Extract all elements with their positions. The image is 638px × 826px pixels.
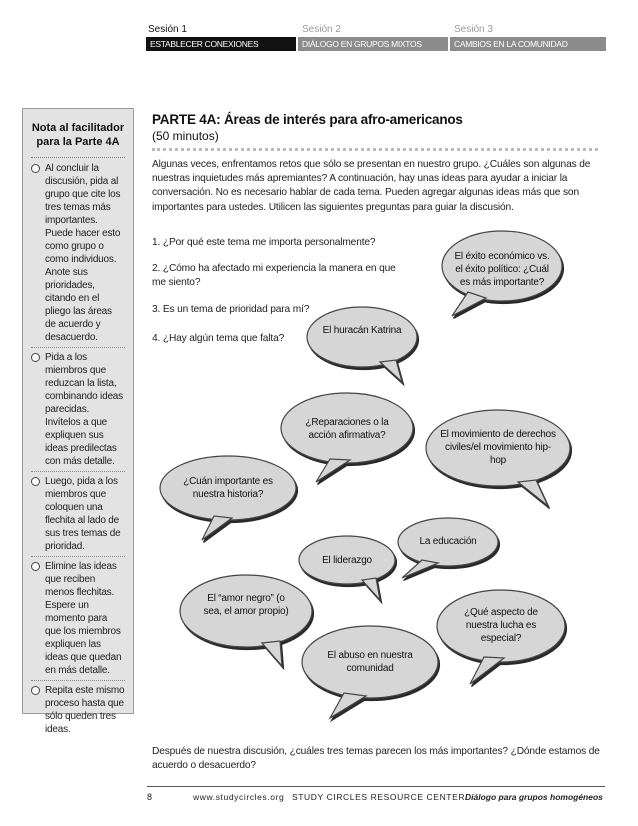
sidebar-title: Nota al facilitador para la Parte 4A	[31, 122, 125, 148]
bubble-text: El movimiento de derechos civiles/el movimiento hip-hop	[440, 429, 556, 466]
bubble-text: El éxito económico vs. el éxito político: ¿Cuál es más importante?	[454, 251, 550, 288]
session-2-bar: DIÁLOGO EN GRUPOS MIXTOS	[298, 37, 448, 51]
note-item: Al concluir la discusión, pida al grupo que cite los tres temas más importantes. Puede hacer esto como grupo o como individuos. Anote sus prioridades, citando en el pliego las áreas de acuerdo y desacuerdo.	[31, 162, 125, 344]
bubble-liderazgo	[299, 536, 395, 600]
session-1-bar: ESTABLECER CONEXIONES	[146, 37, 296, 51]
question-4: 4. ¿Hay algún tema que falta?	[152, 333, 285, 344]
note-item: Pida a los miembros que reduzcan la lista, combinando ideas parecidas. Invítelos a que expliquen sus ideas predilectas con más detalle.	[31, 351, 125, 468]
bubble-text: ¿Cuán importante es nuestra historia?	[183, 476, 273, 500]
bubble-amor-negro	[180, 575, 312, 666]
page-number: 8	[147, 792, 153, 802]
session-1-label: Sesión 1	[148, 24, 187, 35]
bubble-katrina	[307, 307, 417, 382]
footer-rule	[147, 786, 605, 787]
question-1: 1. ¿Por qué este tema me importa personalmente?	[152, 237, 376, 248]
footer-center-name: STUDY CIRCLES RESOURCE CENTER	[292, 792, 466, 802]
footer-guide-title: Diálogo para grupos homogéneos	[465, 792, 603, 802]
bubble-text: El abuso en nuestra comunidad	[327, 650, 413, 674]
bubble-text: La educación	[419, 536, 477, 547]
question-3: 3. Es un tema de prioridad para mí?	[152, 304, 310, 315]
bubble-text: El “amor negro” (o sea, el amor propio)	[203, 593, 289, 617]
part-title: PARTE 4A: Áreas de interés para afro-americanos	[152, 112, 463, 127]
note-item: Elimine las ideas que reciben menos flechitas. Espere un momento para que los miembros expliquen las ideas que quedan en más detalle.	[31, 560, 125, 677]
bubble-text: ¿Reparaciones o la acción afirmativa?	[305, 417, 389, 441]
bubble-text: El liderazgo	[322, 555, 372, 566]
footer-website: www.studycircles.org	[193, 792, 285, 802]
bubble-text: El huracán Katrina	[322, 325, 402, 336]
intro-paragraph: Algunas veces, enfrentamos retos que sólo se presentan en nuestro grupo. ¿Cuáles son algunas de nuestras inquietudes más apremiantes? A continuación, hay unas ideas para ayudar a iniciar la conversación. No es necesario hablar de cada tema. Pueden agregar algunas ideas más que son importantes para ustedes. Utilicen las siguientes preguntas para guiar la discusión.	[152, 159, 591, 213]
session-3-label: Sesión 3	[454, 24, 493, 35]
session-2-label: Sesión 2	[302, 24, 341, 35]
bubble-text: ¿Qué aspecto de nuestra lucha es especial?	[464, 607, 538, 644]
closing-question: Después de nuestra discusión, ¿cuáles tres temas parecen los más importantes? ¿Dónde estamos de acuerdo o desacuerdo?	[152, 746, 600, 771]
part-duration: (50 minutos)	[152, 129, 219, 143]
note-item: Repita este mismo proceso hasta que sólo queden tres ideas.	[31, 684, 125, 736]
question-2: 2. ¿Cómo ha afectado mi experiencia la manera en que me siento?	[152, 263, 396, 288]
session-3-bar: CAMBIOS EN LA COMUNIDAD	[450, 37, 606, 51]
bubble-educacion	[398, 518, 498, 578]
note-item: Luego, pida a los miembros que coloquen una flechita al lado de sus tres temas de prioridad.	[31, 475, 125, 553]
